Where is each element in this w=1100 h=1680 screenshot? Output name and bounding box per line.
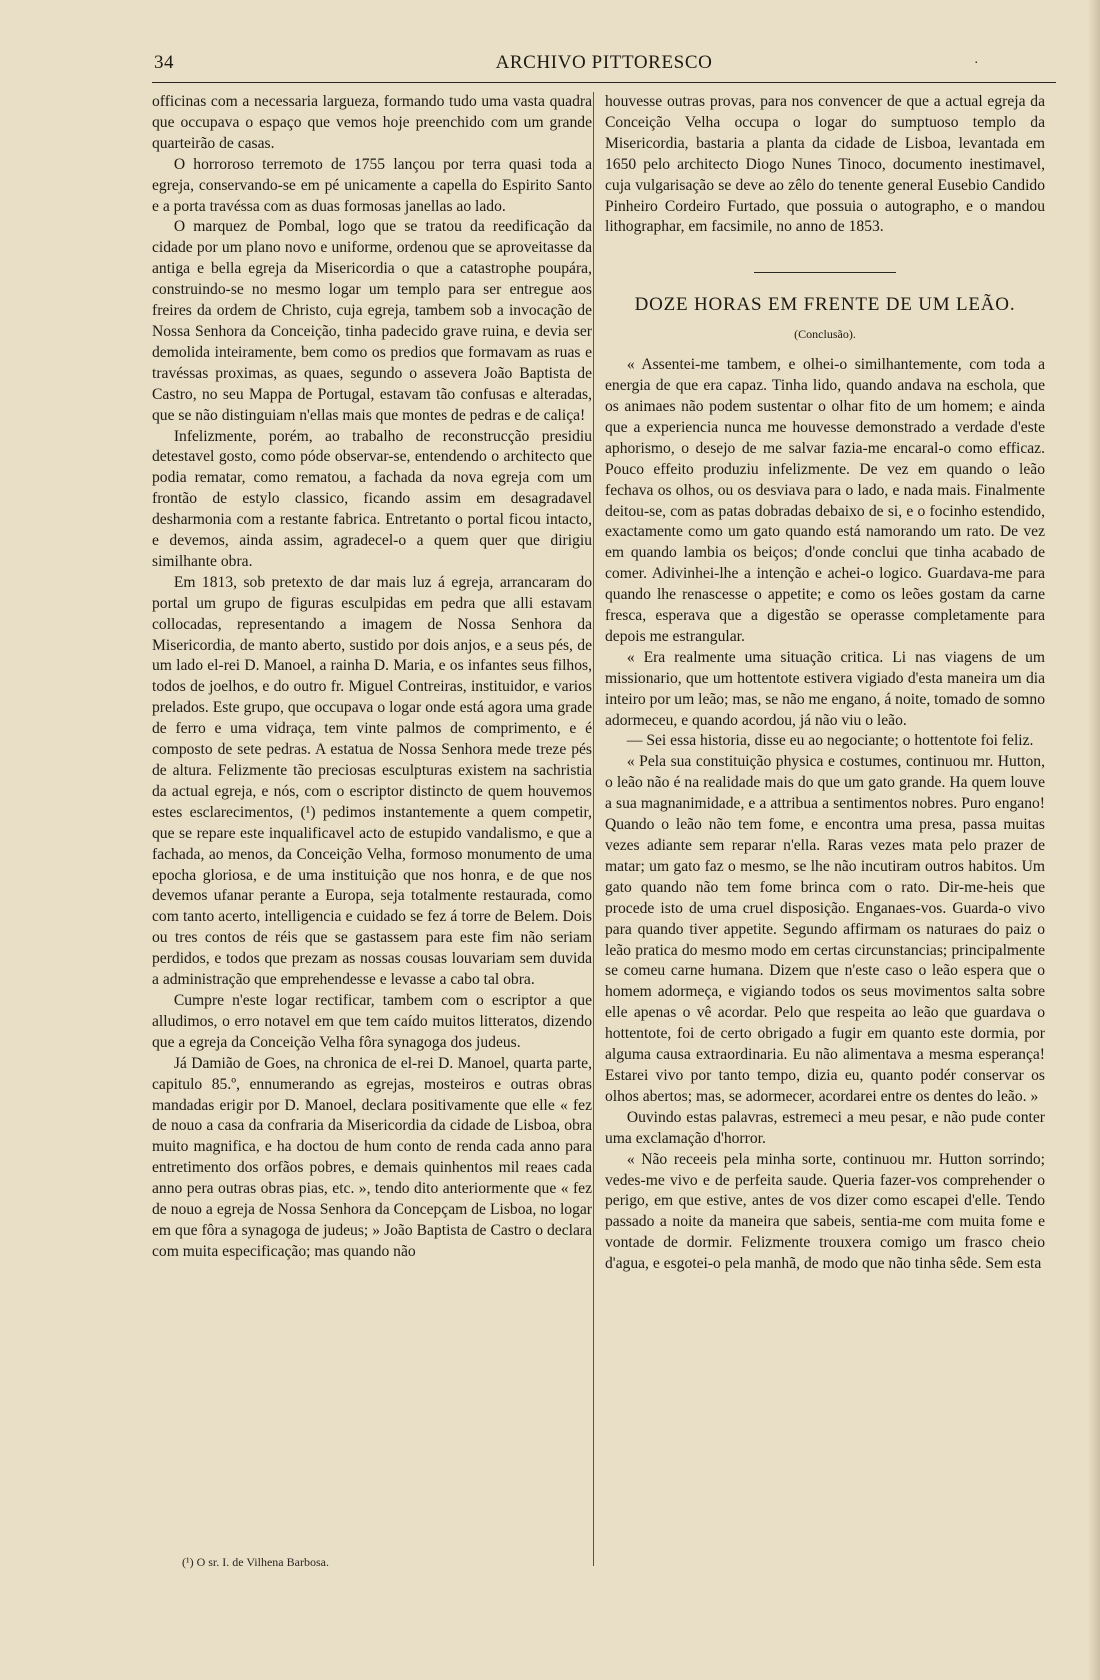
paragraph: « Pela sua constituição physica e costumes, continuou mr. Hutton, o leão não é na realidade mais do que um gato grande. Ha quem louve a sua magnanimidade, e a attribua a sentimentos nobres. Puro engano! Quando o leão não tem fome, e encontra uma presa, passa muitas vezes adiante sem reparar n'ella. Raras vezes mata pelo prazer de matar; um gato faz o mesmo, se lhe não incutiram outros habitos. Um gato quando não tem fome brinca com o rato. Dir-me-heis que procede isto de uma cruel disposição. Enganaes-vos. Guarda-o vivo para quando tiver appetite. Segundo affirmam os naturaes do paiz o leão pratica do mesmo modo em certas circunstancias; principalmente se comeu carne humana. Dizem que n'este caso o leão espera que o homem adormeça, e vigiando todos os seus movimentos salta sobre elle apenas o vê acordar. Pelo que respeita ao leão que guardava o hottentote, foi de certo obrigado a fugir em quanto este dormia, por alguma causa extraordinaria. Eu não alimentava a mesma esperança! Estarei vivo por tanto tempo, dizia eu, quanto podér conservar os olhos abertos; mas, se adormecer, acordarei entre os dentes do leão. » bbox=[605, 753, 1045, 1105]
article-subtitle: (Conclusão). bbox=[794, 327, 856, 342]
header-mark: . bbox=[974, 52, 978, 67]
page-number: 34 bbox=[154, 52, 174, 73]
paragraph: Cumpre n'este logar rectificar, tambem com o escriptor a que alludimos, o erro notavel em que tem caído muitos litteratos, dizendo que a egreja da Conceição Velha fôra synagoga dos judeus. bbox=[152, 991, 592, 1051]
paragraph: Em 1813, sob pretexto de dar mais luz á egreja, arrancaram do portal um grupo de figuras esculpidas em pedra que alli estavam collocadas, representando a imagem de Nossa Senhora da Misericordia, de manto aberto, sustido por dois anjos, e a seus pés, de um lado el-rei D. Manoel, a rainha D. Maria, e os infantes seus filhos, todos de joelhos, e do outro fr. Miguel Contreiras, instituidor, e varios prelados. Este grupo, que occupava o logar onde está agora uma grade de ferro e uma vidraça, tem vinte palmos de comprimento, e é composto de sete pedras. A estatua de Nossa Senhora mede treze pés de altura. Felizmente tão preciosas esculpturas existem na sachristia da actual egreja, e nós, com o escriptor distincto de quem houvemos estes esclarecimentos, (¹) pedimos instantemente a quem competir, que se repare este inqualificavel acto de estupido vandalismo, e que a fachada, ao menos, da Conceição Velha, formoso monumento de uma epocha gloriosa, e de uma instituição que nos honra, e de que nos devemos ufanar perante a Europa, seja totalmente restaurada, como com tanto acerto, intelligencia e cuidado se fez á torre de Belem. Dois ou tres contos de réis que se gastassem para este fim não seriam perdidos, e todos que prezam as nossas cousas louvariam sem duvida a administração que emprehendesse e levasse a cabo tal obra. bbox=[152, 573, 592, 989]
running-title: ARCHIVO PITTORESCO bbox=[495, 52, 713, 73]
page-edge-shadow bbox=[1088, 0, 1100, 1680]
left-column bbox=[152, 92, 592, 1572]
paragraph: — Sei essa historia, disse eu ao negociante; o hottentote foi feliz. bbox=[626, 732, 1034, 750]
running-header bbox=[152, 48, 1056, 83]
right-column bbox=[605, 92, 1045, 1572]
footnote: (¹) O sr. I. de Vilhena Barbosa. bbox=[182, 1555, 329, 1569]
paragraph: O marquez de Pombal, logo que se tratou da reedificação da cidade por um plano novo e uniforme, ordenou que se aproveitasse da antiga e bella egreja da Misericordia o que a catastrophe poupára, construindo-se no mesmo logar um templo para ser entregue aos freires da ordem de Christo, cuja egreja, tambem sob a invocação de Nossa Senhora da Conceição, tinha padecido grave ruina, e devia ser demolida inteiramente, bem como os predios que formavam as ruas e travéssas proximas, as quaes, segundo o assevera João Baptista de Castro, no seu Mappa de Portugal, estavam tão confusas e alteradas, que se não distinguiam n'ellas mais que montes de pedras e de caliça! bbox=[152, 218, 592, 424]
paragraph: Ouvindo estas palavras, estremeci a meu pesar, e não pude conter uma exclamação d'horror. bbox=[605, 1108, 1045, 1147]
paragraph: O horroroso terremoto de 1755 lançou por terra quasi toda a egreja, conservando-se em pé unicamente a capella do Espirito Santo e a porta travéssa com as duas formosas janellas ao lado. bbox=[152, 155, 592, 215]
paragraph: officinas com a necessaria largueza, formando tudo uma vasta quadra que occupava o espaço que vemos hoje preenchido com um grande quarteirão de casas. bbox=[152, 93, 592, 152]
paragraph: Infelizmente, porém, ao trabalho de reconstrucção presidiu detestavel gosto, como póde observar-se, entendendo o architecto que podia rematar, como rematou, a fachada da nova egreja com um frontão de estylo classico, ficando assim em desagradavel desharmonia com a restante fabrica. Entretanto o portal ficou intacto, e devemos, ainda assim, agradecel-o a quem quer que dirigiu similhante obra. bbox=[152, 427, 592, 570]
column-divider bbox=[593, 92, 594, 1566]
paragraph: « Assentei-me tambem, e olhei-o similhantemente, com toda a energia de que era capaz. Tinha lido, quando andava na eschola, que os animaes não podem sustentar o olhar fito de um homem; e ainda que a experiencia nunca me houvesse demonstrado a verdade d'este aphorismo, o desejo de me salvar fazia-me encaral-o como efficaz. Pouco effeito produziu infelizmente. De vez em quando o leão fechava os olhos, ou os desviava para o lado, e nada mais. Finalmente deitou-se, com as patas dobradas debaixo de si, e o focinho estendido, exactamente como um gato quando está namorando um rato. De vez em quando lambia os beiços; d'onde conclui que tinha acabado de comer. Adivinhei-lhe a intenção e achei-o logico. Guardava-me para quando lhe renascesse o appetite; e como os leões gostam da carne fresca, esperava que a digestão se operasse completamente para depois me estrangular. bbox=[605, 356, 1045, 645]
section-rule bbox=[754, 272, 896, 273]
paragraph: « Não receeis pela minha sorte, continuou mr. Hutton sorrindo; vedes-me vivo e de perfeita saude. Queria fazer-vos comprehender o perigo, em que estive, antes de vos dizer como escapei d'elle. Tendo passado a noite da maneira que sabeis, sentia-me com muita fome e vontade de dormir. Felizmente trouxera comigo um frasco cheio d'agua, e esgotei-o pela manhã, de modo que não tinha sêde. Sem esta bbox=[605, 1150, 1045, 1273]
article-title: DOZE HORAS EM FRENTE DE UM LEÃO. bbox=[634, 294, 1016, 316]
paragraph: Já Damião de Goes, na chronica de el-rei D. Manoel, quarta parte, capitulo 85.º, ennumerando as egrejas, mosteiros e outras obras mandadas erigir por D. Manoel, declara positivamente que elle « fez de nouo a casa da confraria da Misericordia da cidade de Lisboa, obra muito magnifica, e ha doctou de hum conto de renda cada anno para entretimento dos orfãos pobres, e demais quinhentos mil reaes cada anno pera outras obras pias, etc. », tendo dito anteriormente que « fez de nouo a egreja de Nossa Senhora da Concepçam de Lisboa, no logar em que fôra a synagoga de judeus; » João Baptista de Castro o declara com muita especificação; mas quando não bbox=[152, 1054, 592, 1260]
paragraph: houvesse outras provas, para nos convencer de que a actual egreja da Conceição Velha occupa o logar do sumptuoso templo da Misericordia, bastaria a planta da cidade de Lisboa, levantada em 1650 pelo architecto Diogo Nunes Tinoco, documento inestimavel, cuja vulgarisação se deve ao zêlo do tenente general Eusebio Candido Pinheiro Cordeiro Furtado, que possuia o autographo, e o mandou lithographar, em facsimile, no anno de 1853. bbox=[605, 93, 1045, 236]
paragraph: « Era realmente uma situação critica. Li nas viagens de um missionario, que um hottentote estivera vigiado d'esta maneira um dia inteiro por um leão; mas, se não me engano, á noite, tomado de somno adormeceu, e quando acordou, já não viu o leão. bbox=[605, 648, 1045, 729]
